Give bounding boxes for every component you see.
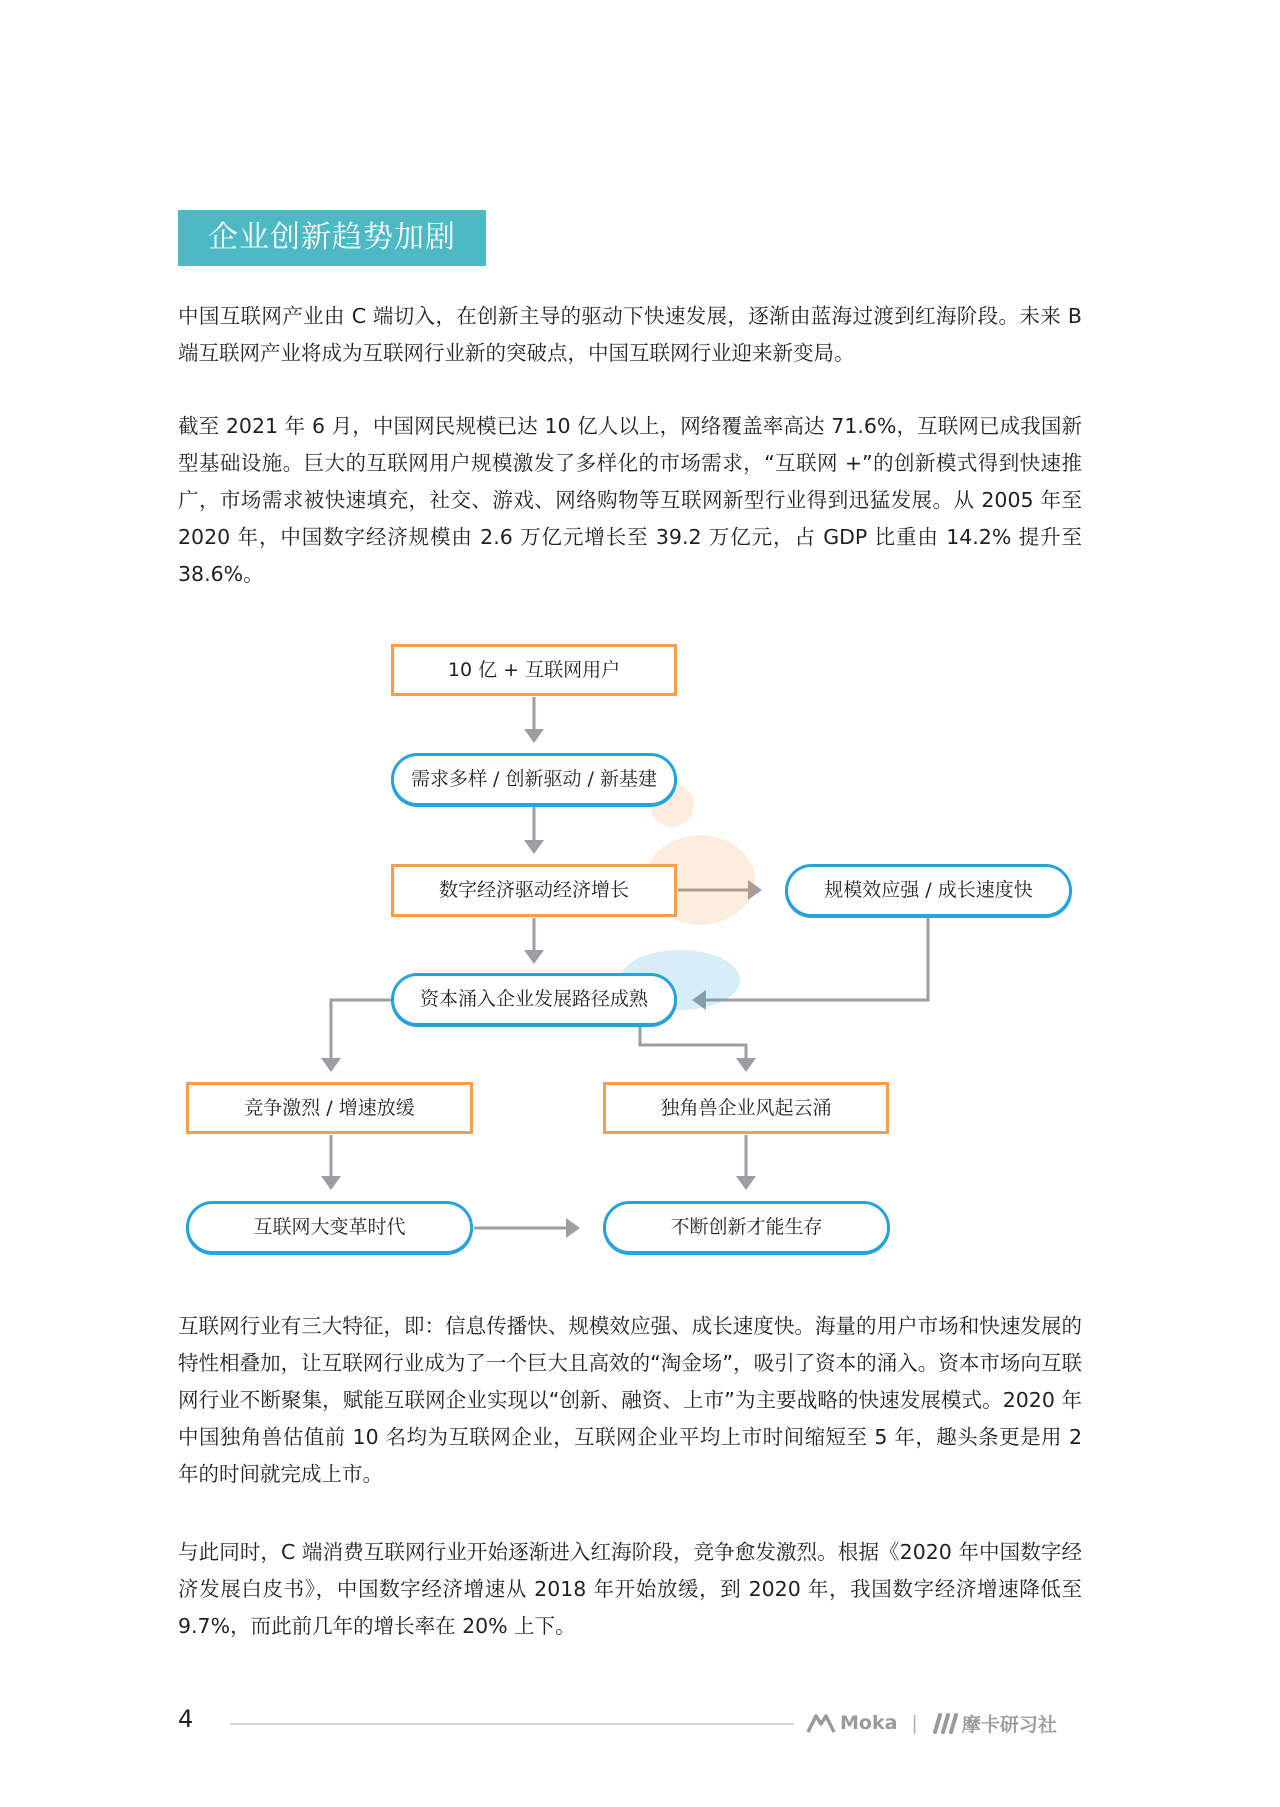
brand-name-cn: 摩卡研习社	[961, 1713, 1057, 1736]
flow-node-innovate: 不断创新才能生存	[603, 1201, 890, 1254]
arrow-n5-n6	[331, 1000, 391, 1058]
arrowhead	[321, 1176, 341, 1190]
flow-node-digital-economy: 数字经济驱动经济增长	[391, 864, 677, 917]
paragraph-slowdown: 与此同时，C 端消费互联网行业开始逐渐进入红海阶段，竞争愈发激烈。根据《2020 年中国数字经济发展白皮书》，中国数字经济增速从 2018 年开始放缓，到 2020 年，我国数字经济增速降低至 9.7%，而此前几年的增长率在 20% 上下。	[178, 1540, 1082, 1638]
flow-node-competition: 竞争激烈 / 增速放缓	[186, 1082, 473, 1134]
section-title: 企业创新趋势加剧	[178, 210, 486, 266]
flow-node-revolution: 互联网大变革时代	[186, 1201, 473, 1254]
paragraph-netizens: 截至 2021 年 6 月，中国网民规模已达 10 亿人以上，网络覆盖率高达 71.6%，互联网已成我国新型基础设施。巨大的互联网用户规模激发了多样化的市场需求，“互联网 +”的创新模式得到快速推广，市场需求被快速填充，社交、游戏、网络购物等互联网新型行业得到迅猛发展。从 2005 年至 2020 年，中国数字经济规模由 2.6 万亿元增长至 39.2 万亿元，占 GDP 比重由 14.2% 提升至 38.6%。	[178, 414, 1082, 586]
arrowhead	[524, 950, 544, 964]
arrowhead	[748, 880, 762, 900]
footer-divider	[230, 1723, 794, 1725]
paragraph-intro: 中国互联网产业由 C 端切入，在创新主导的驱动下快速发展，逐渐由蓝海过渡到红海阶段。未来 B 端互联网产业将成为互联网行业新的突破点，中国互联网行业迎来新变局。	[178, 304, 1082, 365]
arrow-n5-n7	[640, 1027, 746, 1058]
flow-node-users: 10 亿 + 互联网用户	[391, 644, 677, 696]
arrowhead	[692, 990, 706, 1010]
brand-separator: |	[911, 1712, 918, 1734]
moka-academy-logo-icon	[932, 1712, 958, 1734]
brand-name: Moka	[840, 1712, 898, 1734]
paragraph-features: 互联网行业有三大特征，即：信息传播快、规模效应强、成长速度快。海量的用户市场和快速发展的特性相叠加，让互联网行业成为了一个巨大且高效的“淘金场”，吸引了资本的涌入。资本市场向互联网行业不断聚集，赋能互联网企业实现以“创新、融资、上市”为主要战略的快速发展模式。2020 年中国独角兽估值前 10 名均为互联网企业，互联网企业平均上市时间缩短至 5 年，趣头条更是用 2 年的时间就完成上市。	[178, 1314, 1082, 1486]
arrow-n4-n5	[706, 918, 928, 1000]
footer-brand	[806, 1707, 1057, 1739]
flow-node-demand: 需求多样 / 创新驱动 / 新基建	[391, 753, 677, 806]
arrowhead	[736, 1176, 756, 1190]
flow-node-unicorn: 独角兽企业风起云涌	[603, 1082, 889, 1134]
arrowhead	[524, 840, 544, 854]
arrowhead	[736, 1058, 756, 1072]
flow-node-capital: 资本涌入企业发展路径成熟	[391, 973, 677, 1026]
arrowhead	[321, 1058, 341, 1072]
flow-node-scale-effect: 规模效应强 / 成长速度快	[785, 864, 1072, 917]
arrowhead	[566, 1218, 580, 1238]
moka-logo-icon	[806, 1712, 836, 1734]
arrowhead	[524, 729, 544, 743]
page-number: 4	[178, 1705, 194, 1733]
